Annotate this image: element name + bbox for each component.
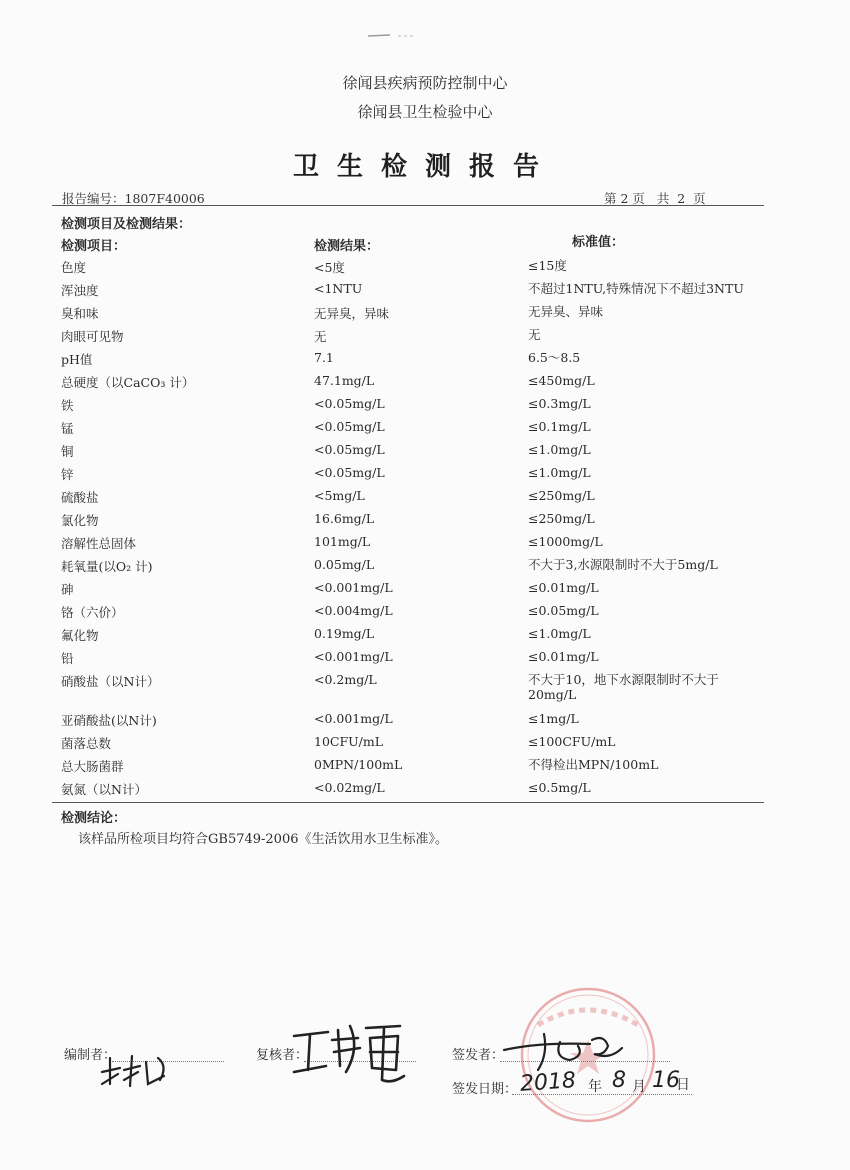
table-bottom-rule [52, 802, 764, 803]
row-result: 0.05mg/L [314, 557, 375, 572]
page-info: 第 2 页 共 2 页 [604, 191, 706, 206]
report-number-value: 1807F40006 [124, 191, 205, 206]
row-result: <5mg/L [314, 488, 365, 503]
compiler-handwritten-signature [98, 1050, 188, 1090]
row-result: 101mg/L [314, 534, 371, 549]
row-result: 47.1mg/L [314, 373, 375, 388]
row-result: <0.05mg/L [314, 465, 385, 480]
row-standard: ≤1.0mg/L [528, 465, 591, 480]
row-result: <0.001mg/L [314, 580, 393, 595]
row-standard: ≤0.1mg/L [528, 419, 591, 434]
row-standard: 不大于10，地下水源限制时不大于20mg/L [528, 672, 719, 702]
row-standard: ≤1.0mg/L [528, 442, 591, 457]
row-item: 硝酸盐（以N计） [61, 674, 160, 689]
row-item: 铁 [61, 398, 74, 413]
row-item: 氨氮（以N计） [61, 781, 147, 797]
row-result: 无 [314, 329, 327, 344]
row-result: <0.2mg/L [314, 672, 377, 687]
row-result: <0.001mg/L [314, 649, 393, 664]
row-item: 氟化物 [61, 628, 99, 643]
row-item: 铅 [61, 651, 74, 666]
issue-date-month-char: 月 [632, 1079, 646, 1095]
org-name-lab: 徐闻县卫生检验中心 [357, 103, 493, 121]
row-standard: 无异臭、异味 [528, 304, 604, 319]
conclusion-heading: 检测结论： [61, 811, 127, 826]
conclusion-text: 该样品所检项目均符合GB5749-2006《生活饮用水卫生标准》。 [78, 832, 448, 847]
row-item: 亚硝酸盐(以N计) [61, 712, 157, 728]
row-result: 0MPN/100mL [314, 756, 403, 772]
row-item: 总硬度（以CaCO₃ 计） [61, 375, 195, 390]
issue-date-month: 8 [612, 1068, 626, 1093]
row-item: 锌 [61, 467, 74, 482]
row-standard: 不得检出MPN/100mL [528, 756, 659, 772]
issuer-label: 签发者： [452, 1048, 505, 1063]
row-item: 砷 [61, 582, 74, 597]
results-section-heading: 检测项目及检测结果： [61, 217, 192, 232]
row-standard: ≤0.05mg/L [528, 603, 599, 618]
row-item: 锰 [61, 421, 74, 436]
report-number-label: 报告编号： [62, 191, 125, 206]
row-result: <0.02mg/L [314, 779, 385, 795]
issue-date-day-char: 日 [676, 1077, 690, 1093]
issue-date-year-char: 年 [588, 1079, 602, 1095]
row-item: 铬（六价） [61, 605, 124, 620]
issue-date-day: 16 [652, 1068, 680, 1093]
header-rule [52, 205, 764, 206]
row-result: 0.19mg/L [314, 626, 375, 641]
row-result: 无异臭，异味 [314, 306, 390, 321]
row-standard: ≤1000mg/L [528, 534, 603, 549]
row-result: 16.6mg/L [314, 511, 375, 526]
row-result: <0.05mg/L [314, 396, 385, 411]
row-result: <0.004mg/L [314, 603, 393, 618]
org-name-cdc: 徐闻县疾病预防控制中心 [342, 74, 508, 92]
column-header-standard: 标准值： [572, 235, 625, 250]
row-result: <0.05mg/L [314, 442, 385, 457]
row-result: <1NTU [314, 281, 363, 296]
row-standard: ≤250mg/L [528, 488, 595, 503]
row-item: 硫酸盐 [61, 490, 99, 505]
row-item: 溶解性总固体 [61, 536, 137, 551]
row-result: 7.1 [314, 350, 334, 365]
row-result: 10CFU/mL [314, 733, 384, 749]
row-item: 总大肠菌群 [61, 758, 124, 774]
compiler-label: 编制者： [64, 1048, 117, 1063]
issue-date-year: 2018 [519, 1068, 577, 1097]
row-result: <0.05mg/L [314, 419, 385, 434]
row-standard: 无 [528, 327, 541, 342]
row-standard: ≤0.01mg/L [528, 580, 599, 595]
row-standard: ≤1mg/L [528, 710, 579, 726]
scan-mark [368, 33, 418, 38]
row-standard: ≤1.0mg/L [528, 626, 591, 641]
row-item: 肉眼可见物 [61, 329, 124, 344]
row-item: 浑浊度 [61, 283, 99, 298]
row-item: 臭和味 [61, 306, 99, 321]
reviewer-handwritten-signature [288, 1018, 418, 1088]
row-item: 菌落总数 [61, 735, 112, 751]
row-standard: ≤100CFU/mL [528, 733, 616, 749]
row-item: pH值 [61, 352, 93, 367]
row-standard: ≤15度 [528, 258, 567, 273]
report-title: 卫生检测报告 [292, 152, 557, 182]
row-standard: ≤450mg/L [528, 373, 595, 388]
row-standard: ≤250mg/L [528, 511, 595, 526]
row-item: 氯化物 [61, 513, 99, 528]
row-item: 铜 [61, 444, 74, 459]
row-result: <5度 [314, 260, 345, 275]
row-standard: 不超过1NTU,特殊情况下不超过3NTU [528, 281, 744, 296]
row-result: <0.001mg/L [314, 710, 393, 726]
row-standard: 6.5～8.5 [528, 350, 581, 365]
issue-date-label: 签发日期： [452, 1082, 518, 1097]
column-header-item: 检测项目： [61, 239, 127, 254]
column-header-result: 检测结果： [314, 239, 380, 254]
row-item: 色度 [61, 260, 87, 275]
row-standard: ≤0.3mg/L [528, 396, 591, 411]
reviewer-label: 复核者： [256, 1048, 309, 1063]
row-standard: ≤0.01mg/L [528, 649, 599, 664]
row-standard: 不大于3,水源限制时不大于5mg/L [528, 557, 718, 572]
row-standard: ≤0.5mg/L [528, 779, 591, 795]
row-item: 耗氧量(以O₂ 计) [61, 559, 153, 574]
